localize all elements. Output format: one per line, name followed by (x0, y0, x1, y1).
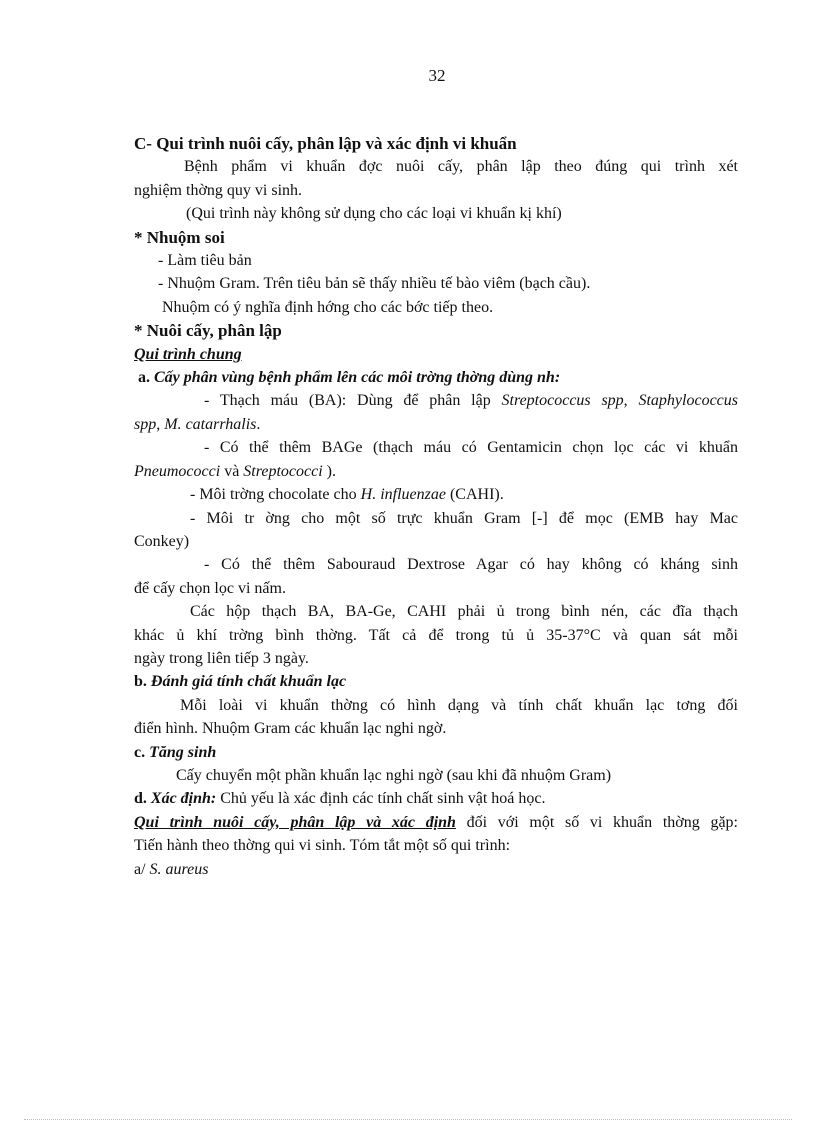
colony-line-1: Mỗi loài vi khuẩn thờng có hình dạng và tính chất khuẩn lạc tơng đối (180, 696, 738, 714)
bage-line-2 (134, 460, 738, 483)
emb-line-1: - Môi tr ờng cho một số trực khuẩn Gram [-] để mọc (EMB hay Mac (190, 509, 738, 527)
chocolate-text: - Môi trờng chocolate cho (190, 486, 361, 504)
pneumococci-name: Pneumococci (134, 462, 221, 480)
chocolate-line (134, 483, 738, 506)
blood-agar-line-1 (134, 389, 738, 412)
influenzae-name: H. influenzae (360, 486, 446, 504)
period: . (256, 415, 261, 433)
sabouraud-line-2: để cấy chọn lọc vi nấm. (134, 579, 286, 597)
stain-item-2: - Nhuộm Gram. Trên tiêu bản sẽ thấy nhiều tế bào viêm (bạch cầu). (158, 275, 591, 293)
step-b-text: Đánh giá tính chất khuẩn lạc (150, 673, 347, 691)
separator: , (623, 392, 639, 410)
stain-item-3: Nhuộm có ý nghĩa định hớng cho các bớc tiếp theo. (162, 298, 494, 316)
document-body (134, 132, 738, 881)
s-aureus-name: S. aureus (149, 860, 209, 878)
step-a-label: a. (138, 369, 150, 387)
procedure-rest: đối với một số vi khuẩn thờng gặp: (455, 813, 738, 831)
step-c-label: c. (134, 743, 146, 761)
bage-line-1: - Có thể thêm BAGe (thạch máu có Gentamicin chọn lọc các vi khuẩn (204, 439, 738, 457)
spp-text: spp (134, 415, 157, 433)
footer-rule (24, 1119, 792, 1120)
procedure-title: Qui trình nuôi cấy, phân lập và xác định (134, 813, 456, 831)
stain-item-1: - Làm tiêu bản (158, 252, 252, 270)
intro-line-2: nghiệm thờng quy vi sinh. (134, 181, 303, 199)
staphylococcus-name: Staphylococcus (638, 392, 738, 410)
step-a-heading (134, 366, 738, 389)
blood-agar-line-2 (134, 413, 738, 436)
step-d-text: Xác định: (150, 790, 217, 808)
s-aureus-heading (134, 858, 738, 881)
general-procedure-heading: Qui trình chung (134, 345, 242, 363)
cahi-text: (CAHI). (445, 486, 504, 504)
procedure-heading-line (134, 811, 738, 834)
blood-agar-text: - Thạch máu (BA): Dùng để phân lập (204, 392, 502, 410)
conjunction: và (220, 462, 244, 480)
intro-line-1: Bệnh phẩm vi khuẩn đợc nuôi cấy, phân lập theo đúng qui trình xét (184, 158, 738, 176)
incubation-line-3: ngày trong liên tiếp 3 ngày. (134, 649, 309, 667)
step-d-heading (134, 787, 738, 810)
streptococci-name: Streptococci (243, 462, 323, 480)
incubation-line-2: khác ủ khí trờng bình thờng. Tất cả để trong tủ ủ 35-37°C và quan sát mỗi (134, 626, 738, 644)
step-c-heading (134, 741, 738, 764)
section-heading: C- Qui trình nuôi cấy, phân lập và xác định vi khuẩn (134, 134, 517, 153)
intro-note: (Qui trình này không sử dụng cho các loại vi khuẩn kị khí) (186, 205, 562, 223)
enrichment-line: Cấy chuyển một phần khuẩn lạc nghi ngờ (sau khi đã nhuộm Gram) (176, 766, 612, 784)
catarrhalis-name: M. catarrhalis (164, 415, 257, 433)
emb-line-2: Conkey) (134, 532, 190, 550)
step-d-label: d. (134, 790, 147, 808)
colony-line-2: điển hình. Nhuộm Gram các khuẩn lạc nghi ngờ. (134, 720, 447, 738)
stain-heading: * Nhuộm soi (134, 227, 225, 247)
culture-heading: * Nuôi cấy, phân lập (134, 321, 282, 341)
step-b-label: b. (134, 673, 147, 691)
separator: , (156, 415, 165, 433)
procedure-line-2: Tiến hành theo thờng qui vi sinh. Tóm tắt một số qui trình: (134, 837, 511, 855)
streptococcus-name: Streptococcus spp (501, 392, 624, 410)
step-b-heading (134, 670, 738, 693)
sabouraud-line-1: - Có thể thêm Sabouraud Dextrose Agar có hay không có kháng sinh (204, 556, 738, 574)
step-c-text: Tăng sinh (149, 743, 217, 761)
incubation-line-1: Các hộp thạch BA, BA-Ge, CAHI phải ủ trong bình nén, các đĩa thạch (190, 603, 738, 621)
s-aureus-label: a/ (134, 860, 150, 878)
closing-paren: ). (322, 462, 336, 480)
step-a-text: Cấy phân vùng bệnh phẩm lên các môi trờng thờng dùng nh: (154, 369, 561, 387)
page-number: 32 (428, 66, 446, 85)
step-d-rest: Chủ yếu là xác định các tính chất sinh vật hoá học. (216, 790, 546, 808)
